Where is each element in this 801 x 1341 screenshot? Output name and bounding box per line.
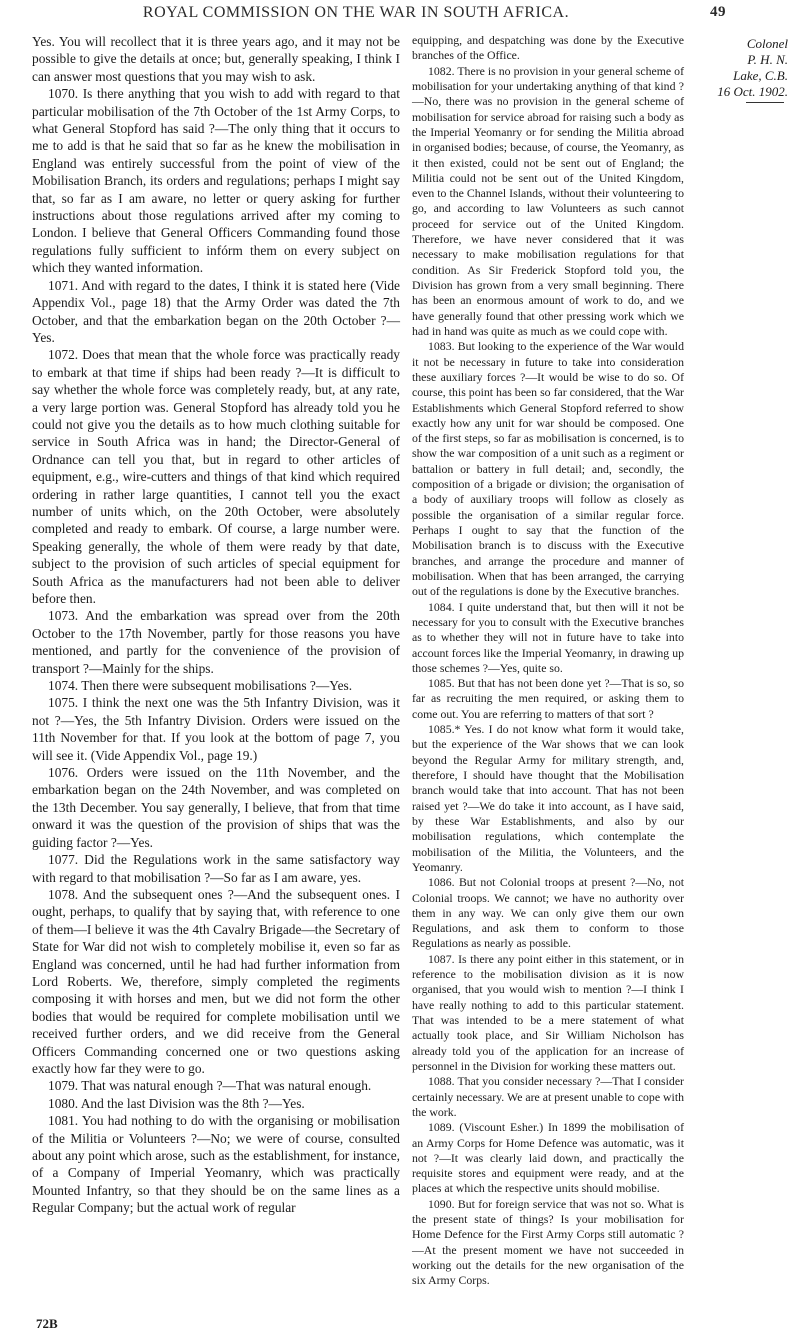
paragraph: 1077. Did the Regulations work in the same satisfactory way with regard to that mobilisation ?—So far as I am aware, yes. — [32, 852, 400, 885]
paragraph: 1078. And the subsequent ones ?—And the subsequent ones. I ought, perhaps, to qualify that by saying that, with reference to one of them—I believe it was the 4th Cavalry Brigade—the Secretary of State for War did not wish to completely mobilise it, even so far as England was concerned, until he had had further information from Lord Roberts. We, therefore, simply completed the regiments composing it with horses and men, but we did not form the other bodies that would be required for complete mobilisation until we received further orders, and we did receive from the General Officers Commanding concerned one or two questions asking exactly how far they were to go. — [32, 886, 400, 1076]
page-header-title: ROYAL COMMISSION ON THE WAR IN SOUTH AFRICA. — [142, 4, 570, 21]
paragraph: 1082. There is no provision in your general scheme of mobilisation for your undertaking anything of that kind ?—No, there was no provision in the general scheme of mobilisation for service abroad for raising such a body as the Imperial Yeomanry or for sending the Militia abroad in organised bodies; because, of course, the Yeomanry, as it then existed, could not be sent out of England; the Militia could not be sent out of the United Kingdom, even to the Channel Islands, without their volunteering to go, and according to law Volunteers as such cannot proceed for service out of the United Kingdom. Therefore, we have never considered that it was necessary to make mobilisation regulations for that condition. As Sir Frederick Stopford told you, the Division has grown from a very small beginning. There has been an enormous amount of work to do, and we have generally found that other pressing work which we had in hand was quite as much as we could cope with. — [412, 63, 684, 338]
paragraph: 1090. But for foreign service that was not so. What is the present state of things? Is your mobilisation for Home Defence for the First Army Corps still automatic ?—At the present moment we have not succeeded in working out the details for the new organisation of the six Army Corps. — [412, 1196, 684, 1288]
paragraph: equipping, and despatching was done by the Executive branches of the Office. — [412, 33, 684, 63]
paragraph: 1086. But not Colonial troops at present ?—No, not Colonial troops. We cannot; we have no authority over them in any way. We can only give them our own Regulations, and ask them to conform to those Regulations as nearly as possible. — [412, 875, 684, 951]
paragraph: 1080. And the last Division was the 8th ?—Yes. — [48, 1095, 305, 1111]
paragraph: 1081. You had nothing to do with the organising or mobilisation of the Militia or Volunteers ?—No; we were of course, consulted about any point which arose, such as the establishment, for instance, of a Company of Imperial Yeomanry, which was practically Mounted Infantry, so that they should be on the same lines as a Regular Company; but the actual work of regular — [32, 1113, 400, 1216]
paragraph: 1073. And the embarkation was spread over from the 20th October to the 17th November, partly for those reasons you have mentioned, and partly for the convenience of the provision of transport ?—Mainly for the ships. — [32, 608, 400, 676]
paragraph: 1076. Orders were issued on the 11th November, and the embarkation began on the 24th November, and was completed on the 13th December. You say generally, I believe, that from that time onward it was the question of the provision of ships that was the guiding factor ?—Yes. — [32, 765, 400, 850]
left-column — [32, 33, 400, 1217]
paragraph: 1085.* Yes. I do not know what form it would take, but the experience of the War shows that we can look beyond the Regular Army for military strength, and, therefore, I should have thought that the Mobilisation branch would take that into account. That has not been raised yet ?—We do take it into account, as I have said, by these War Establishments, and also by our mobilisation regulations, which contemplate the mobilisation of the Militia, the Volunteers, and the Yeomanry. — [412, 722, 684, 874]
right-column — [412, 33, 684, 1289]
paragraph: 1089. (Viscount Esher.) In 1899 the mobilisation of an Army Corps for Home Defence was automatic, was it not ?—It was clearly laid down, and practically the requisite stores and equipment were ready, and at the places at which the respective units should mobilise. — [412, 1120, 684, 1196]
page-number: 49 — [710, 4, 726, 20]
paragraph: 1088. That you consider necessary ?—That I consider certainly necessary. We are at present unable to cope with the work. — [412, 1074, 684, 1119]
witness-initials: P. H. N. — [747, 52, 788, 67]
witness-date: 16 Oct. 1902. — [717, 84, 788, 99]
signature-mark: 72B — [36, 1316, 58, 1331]
running-header — [36, 0, 776, 24]
paragraph: 1071. And with regard to the dates, I think it is stated here (Vide Appendix Vol., page 18) that the Army Order was dated the 7th October, and that the embarkation began on the 20th October ?—Yes. — [32, 277, 400, 345]
witness-title: Colonel — [746, 36, 788, 51]
witness-margin-note — [708, 36, 788, 103]
paragraph: 1084. I quite understand that, but then will it not be necessary for you to consult with the Executive branches as to whether they will not in future have to take into account forces like the Imperial Yeomanry, in drawing up those schemes ?—Yes, quite so. — [412, 599, 684, 675]
paragraph: 1087. Is there any point either in this statement, or in reference to the mobilisation division as it is now organised, that you would wish to mention ?—I think I have really nothing to add to this particular statement. That was intended to be a mere statement of what actually took place, and Sir William Nicholson has already told you of the application for an increase of personnel in the Division for working these matters out. — [412, 951, 684, 1073]
paragraph: 1079. That was natural enough ?—That was natural enough. — [48, 1078, 372, 1094]
paragraph: 1085. But that has not been done yet ?—That is so, so far as recruiting the men required, or asking them to come out. You are referring to matters of that sort ? — [412, 676, 684, 721]
witness-surname: Lake, C.B. — [733, 68, 788, 83]
margin-rule — [746, 102, 784, 103]
paragraph: 1074. Then there were subsequent mobilisations ?—Yes. — [48, 678, 353, 694]
paragraph: 1070. Is there anything that you wish to add with regard to that particular mobilisation of the 7th October of the 1st Army Corps, to what General Stopford has said ?—The only thing that it occurs to me to add is that he said that so far as he knew the mobilisation in England was entirely successful from the point of view of the Mobilisation Branch, its orders and regulations; perhaps I might say that, so far as I am aware, no letter or query asking for further instructions about those regulations arrived after my coming to London. I believe that General Officers Commanding found those regulations fully sufficient to infórm them on every subject on which they wanted information. — [32, 86, 400, 276]
paragraph: 1083. But looking to the experience of the War would it not be necessary in future to take into consideration these auxiliary forces ?—It would be wise to do so. Of course, this point has been so far considered, that the War Establishments which General Stopford referred to show exactly how any unit for war should be composed. One of the first steps, so far as mobilisation is concerned, is to show the war composition of a unit such as a regiment or battalion or battery in full detail; and, secondly, the composition of a brigade or division; the organisation of a body of auxiliary troops will follow as closely as possible the organisation of a similar regular force. Perhaps I ought to say that the function of the Mobilisation branch is to discuss with the Executive branches, and arrange the procedure and manner of mobilisation. When that has been arranged, the carrying out of the regulations is done by the Executive branches. — [412, 339, 684, 599]
paragraph: Yes. You will recollect that it is three years ago, and it may not be possible to give the details at once; but, generally speaking, I think I can answer most questions that you may wish to ask. — [32, 34, 400, 84]
paragraph: 1075. I think the next one was the 5th Infantry Division, was it not ?—Yes, the 5th Infantry Division. Orders were issued on the 11th November for that. If you look at the bottom of page 7, you will see it. (Vide Appendix Vol., page 19.) — [32, 695, 400, 763]
paragraph: 1072. Does that mean that the whole force was practically ready to embark at that time if ships had been ready ?—It is difficult to say whether the whole force was completely ready, but, at any rate, a very large portion was. General Stopford has already told you he could not give you the details as to how much clothing suitable for service in South Africa was in hand; the Director-General of Ordnance can tell you that, but in regard to other articles of equipment, e.g., wire-cutters and things of that kind which required ordering in rather large quantities, I cannot tell you the exact number of units which, on the 20th October, were absolutely completed and ready to embark. Of course, a large number were. Speaking generally, the whole of them were ready by that date, subject to the provision of such articles of special equipment for South Africa as the manufacturers had not been able to deliver before then. — [32, 347, 400, 606]
